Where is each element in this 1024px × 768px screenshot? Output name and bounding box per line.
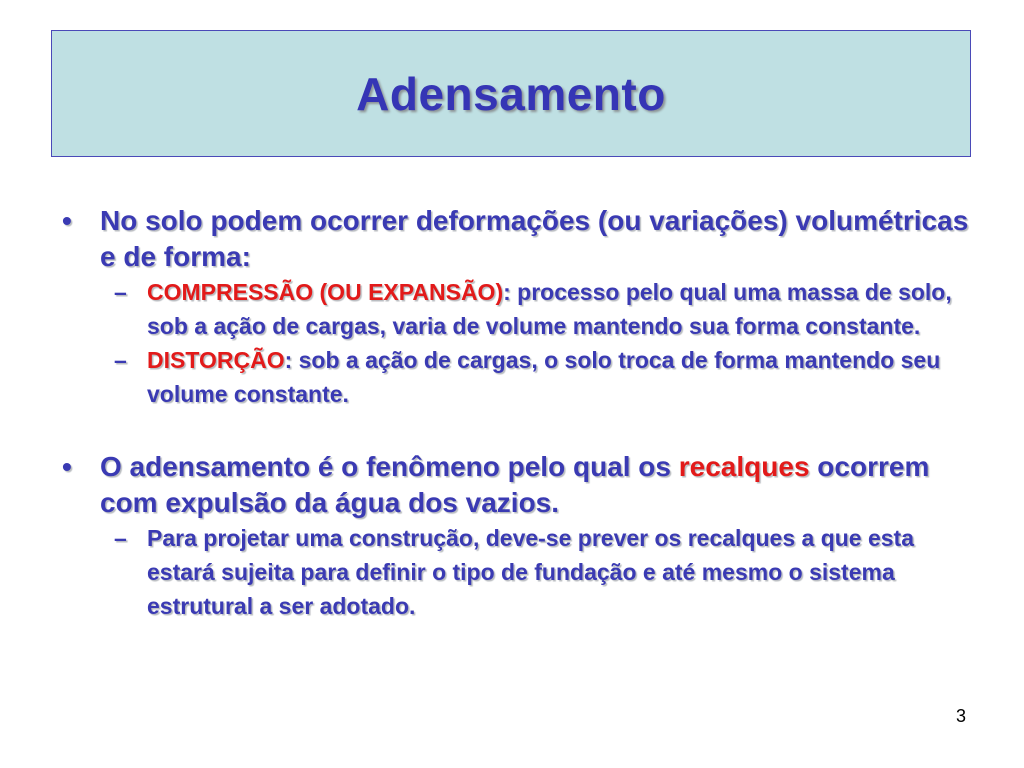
dash-marker: – (114, 279, 127, 305)
definition-distortion: : sob a ação de cargas, o solo troca de forma mantendo seu volume constante. (147, 347, 941, 407)
bullet-text-after: ocorrem com expulsão da água dos vazios. (100, 451, 930, 518)
slide-content (60, 203, 975, 623)
design-text: Para projetar uma construção, deve-se prever os recalques a que esta estará sujeita para definir o tipo de fundação e até mesmo o sistema estrutural a ser adotado. (147, 525, 915, 619)
dash-marker: – (114, 347, 127, 373)
term-distortion: DISTORÇÃO (147, 347, 285, 373)
bullet-deformations (60, 203, 975, 275)
spacer (60, 411, 975, 449)
bullet-marker: • (62, 205, 72, 236)
bullet-marker: • (62, 451, 72, 482)
page-number: 3 (955, 706, 966, 726)
slide-title: Adensamento (356, 67, 666, 120)
sub-bullet-distortion (60, 343, 975, 411)
title-box (51, 30, 971, 157)
definition-compression: : processo pelo qual uma massa de solo, sob a ação de cargas, varia de volume mantendo sua forma constante. (147, 279, 952, 339)
bullet-text: No solo podem ocorrer deformações (ou variações) volumétricas e de forma: (100, 205, 969, 272)
sub-bullet-design (60, 521, 975, 623)
term-settlements: recalques (678, 451, 810, 482)
bullet-consolidation (60, 449, 975, 521)
sub-bullet-compression (60, 275, 975, 343)
dash-marker: – (114, 525, 127, 551)
term-compression: COMPRESSÃO (OU EXPANSÃO) (147, 279, 504, 305)
bullet-text-before: O adensamento é o fenômeno pelo qual os (100, 451, 679, 482)
